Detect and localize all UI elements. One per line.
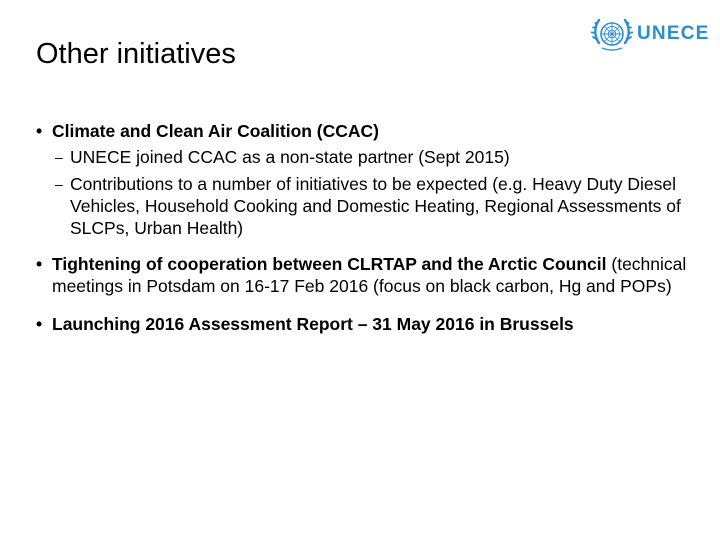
bullet-item	[36, 313, 696, 335]
dash-icon: –	[55, 149, 63, 165]
sub-bullet-list	[36, 146, 696, 239]
sub-bullet-item	[36, 146, 696, 168]
bullet-text: Launching 2016 Assessment Report – 31 May 2016 in Brussels	[52, 314, 574, 334]
slide-title: Other initiatives	[36, 38, 236, 70]
unece-logo	[590, 12, 710, 56]
un-emblem-icon	[590, 12, 634, 56]
sub-bullet-text: UNECE joined CCAC as a non-state partner (Sept 2015)	[70, 147, 510, 167]
bullet-item	[36, 253, 696, 297]
dash-icon: –	[55, 176, 63, 192]
sub-bullet-text: Contributions to a number of initiatives to be expected (e.g. Heavy Duty Diesel Vehicles, Household Cooking and Domestic Heating, Regional Assessments of SLCPs, Urban Health)	[70, 174, 681, 238]
bullet-text: Climate and Clean Air Coalition (CCAC)	[52, 121, 380, 141]
bullet-text-normal: (technical meetings in Potsdam on 16-17 Feb 2016 (focus on black carbon, Hg and POPs)	[52, 254, 687, 296]
bullet-dot-icon: •	[36, 314, 43, 334]
bullet-text-bold: Tightening of cooperation between CLRTAP and the Arctic Council	[52, 254, 607, 274]
bullet-dot-icon: •	[36, 121, 43, 141]
unece-logo-text: UNECE	[637, 23, 710, 44]
sub-bullet-item	[36, 173, 696, 239]
slide-body	[36, 120, 696, 335]
bullet-item	[36, 120, 696, 142]
bullet-dot-icon: •	[36, 254, 43, 274]
